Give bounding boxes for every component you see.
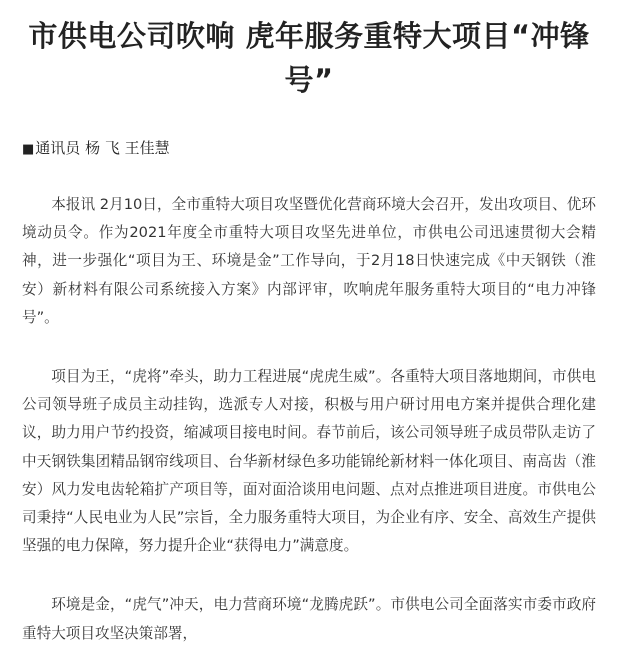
byline-text: 通讯员 杨 飞 王佳慧 <box>35 139 170 157</box>
paragraph-2: 项目为王，“虎将”牵头，助力工程进展“虎虎生威”。各重特大项目落地期间，市供电公司领导班子成员主动挂钩，选派专人对接，积极与用户研讨用电方案并提供合理化建议，助力用户节约投资，缩减项目接电时间。春节前后，该公司领导班子成员带队走访了中天钢铁集团精品钢帘线项目、台华新材绿色多功能锦纶新材料一体化项目、南高齿（淮安）风力发电齿轮箱扩产项目等，面对面洽谈用电问题、点对点推进项目进度。市供电公司秉持“人民电业为人民”宗旨，全力服务重特大项目，为企业有序、安全、高效生产提供坚强的电力保障，努力提升企业“获得电力”满意度。 <box>22 368 596 555</box>
paragraph-1: 本报讯 2月10日，全市重特大项目攻坚暨优化营商环境大会召开，发出攻项目、优环境动员令。作为2021年度全市重特大项目攻坚先进单位，市供电公司迅速贯彻大会精神，进一步强化“项目为王、环境是金”工作导向，于2月18日快速完成《中天钢铁（淮安）新材料有限公司系统接入方案》内部评审，吹响虎年服务重特大项目的“电力冲锋号”。 <box>22 196 596 326</box>
article-title: 市供电公司吹响 虎年服务重特大项目“冲锋号” <box>28 19 590 97</box>
paragraph-3: 环境是金，“虎气”冲天，电力营商环境“龙腾虎跃”。市供电公司全面落实市委市政府重特大项目攻坚决策部署， <box>22 596 596 642</box>
square-bullet-icon: ■ <box>22 142 35 157</box>
byline <box>22 138 596 160</box>
